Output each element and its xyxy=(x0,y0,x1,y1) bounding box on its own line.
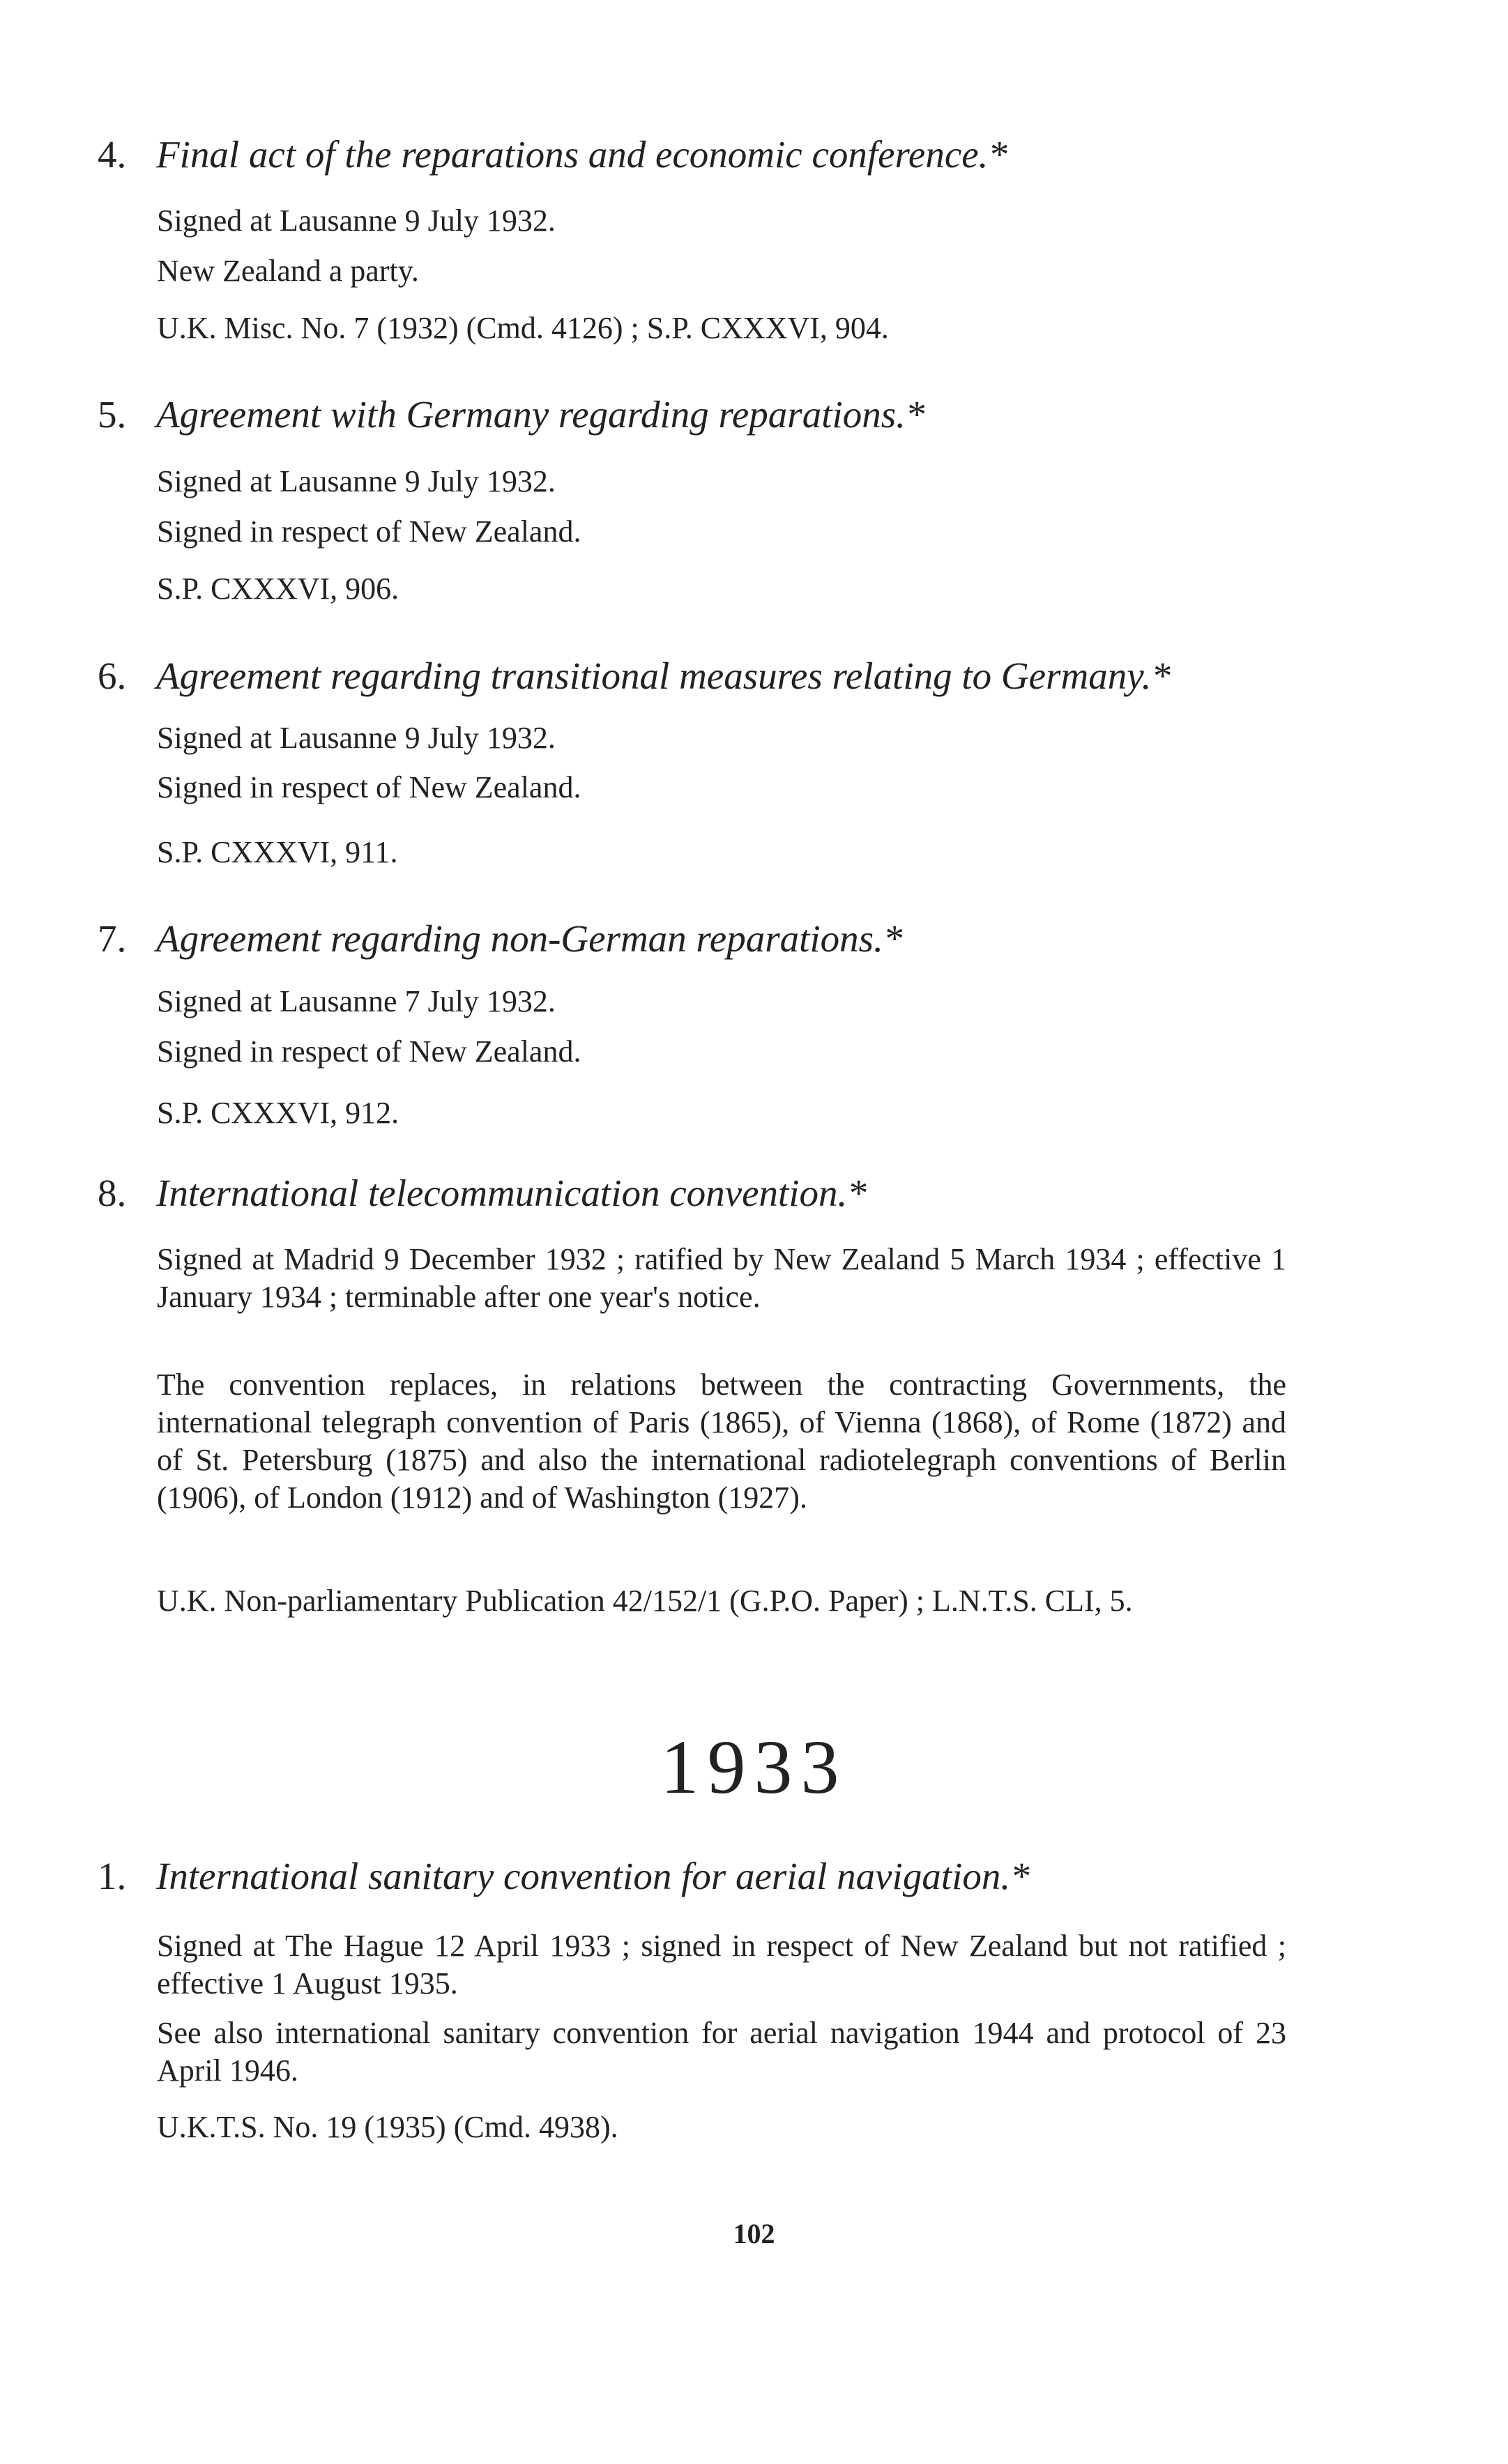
entry-line: S.P. CXXXVI, 912. xyxy=(157,1096,399,1130)
entry-paragraph: U.K.T.S. No. 19 (1935) (Cmd. 4938). xyxy=(157,2110,618,2144)
entry-heading xyxy=(98,394,924,436)
entry-paragraph: See also international sanitary convention for aerial navigation 1944 and protocol of 23 April 1946. xyxy=(157,2016,1286,2088)
entry-title: Agreement with Germany regarding reparations.* xyxy=(156,393,925,436)
entry-heading xyxy=(98,1172,867,1214)
entry-paragraph: The convention replaces, in relations between the contracting Governments, the international telegraph convention of Paris (1865), of Vienna (1868), of Rome (1872) and of St. Petersburg (1875) and also the international radiotelegraph conventions of Berlin (1906), of London (1912) and of Washington (1927). xyxy=(157,1368,1286,1515)
entry-heading xyxy=(98,655,1171,697)
entry-title: Agreement regarding non-German reparations.* xyxy=(156,917,903,960)
entry-paragraph: Signed at The Hague 12 April 1933 ; signed in respect of New Zealand but not ratified ; effective 1 August 1935. xyxy=(157,1929,1286,2000)
entry-number: 6. xyxy=(98,655,127,697)
entry-heading xyxy=(98,918,902,960)
entry-number: 8. xyxy=(98,1172,127,1214)
entry-paragraph: U.K. Non-parliamentary Publication 42/152/1 (G.P.O. Paper) ; L.N.T.S. CLI, 5. xyxy=(157,1584,1133,1618)
entry-line: Signed at Lausanne 9 July 1932. xyxy=(157,721,556,755)
page-number: 102 xyxy=(733,2218,775,2249)
entry-line: Signed in respect of New Zealand. xyxy=(157,770,581,804)
entry-heading xyxy=(98,134,1007,176)
entry-number: 7. xyxy=(98,917,127,960)
entry-line: Signed at Lausanne 9 July 1932. xyxy=(157,204,556,238)
entry-title: Final act of the reparations and economic conference.* xyxy=(156,133,1007,176)
entry-title: International telecommunication convention.* xyxy=(156,1172,867,1214)
entry-paragraph: Signed at Madrid 9 December 1932 ; ratified by New Zealand 5 March 1934 ; effective 1 January 1934 ; terminable after one year's notice. xyxy=(157,1242,1286,1314)
entry-line: S.P. CXXXVI, 911. xyxy=(157,835,398,869)
entry-line: U.K. Misc. No. 7 (1932) (Cmd. 4126) ; S.P. CXXXVI, 904. xyxy=(157,311,889,345)
entry-line: Signed in respect of New Zealand. xyxy=(157,1034,581,1069)
entry-line: S.P. CXXXVI, 906. xyxy=(157,572,399,606)
entry-line: Signed at Lausanne 9 July 1932. xyxy=(157,464,556,498)
entry-heading xyxy=(98,1855,1030,1897)
entry-number: 5. xyxy=(98,393,127,436)
entry-number: 4. xyxy=(98,133,127,176)
entry-title: International sanitary convention for aerial navigation.* xyxy=(156,1855,1030,1897)
entry-title: Agreement regarding transitional measures relating to Germany.* xyxy=(156,655,1171,697)
entry-line: Signed at Lausanne 7 July 1932. xyxy=(157,984,556,1018)
entry-number: 1. xyxy=(98,1855,127,1897)
year-heading: 1933 xyxy=(660,1724,848,1809)
entry-line: New Zealand a party. xyxy=(157,254,419,288)
entry-line: Signed in respect of New Zealand. xyxy=(157,514,581,549)
